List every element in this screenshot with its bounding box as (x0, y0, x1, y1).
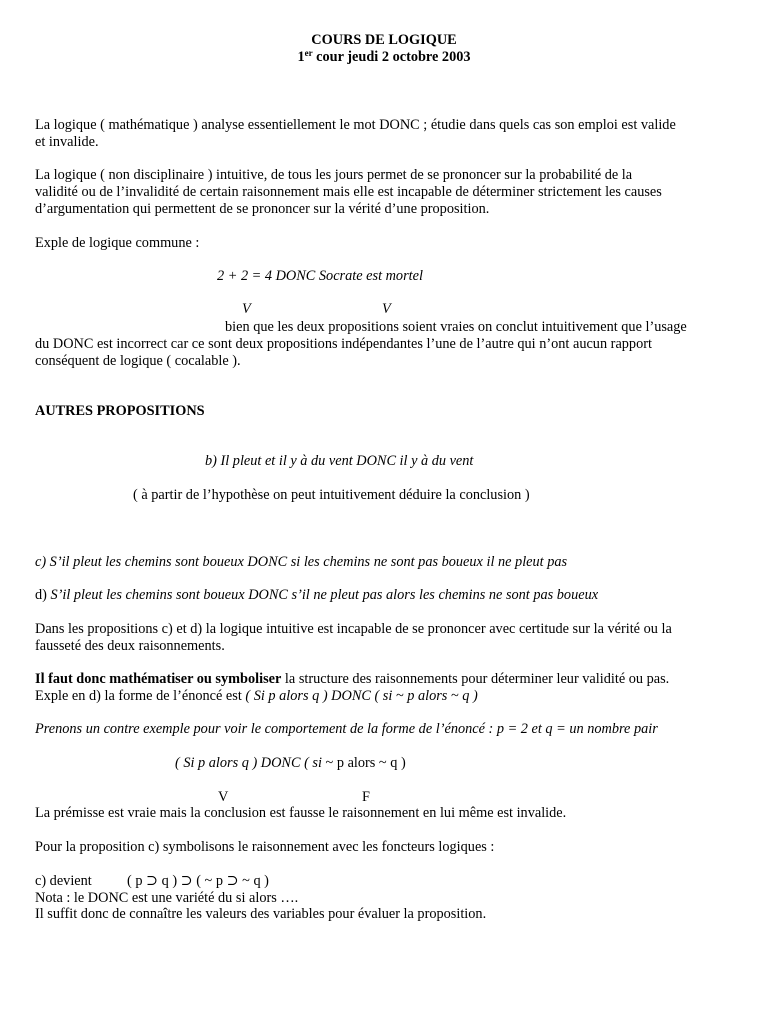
example-explanation-line-1: bien que les deux propositions soient vraies on conclut intuitivement que l’usage (225, 319, 687, 335)
document-title: COURS DE LOGIQUE (311, 32, 457, 48)
intro-paragraph-1-line-1: La logique ( mathématique ) analyse essentiellement le mot DONC ; étudie dans quels cas son emploi est valide (35, 117, 676, 133)
form-example (35, 688, 478, 705)
truth-value-v: V (218, 789, 229, 805)
truth-value-2: V (382, 301, 391, 317)
proposition-c: c) S’il pleut les chemins sont boueux DONC si les chemins ne sont pas boueux il ne pleut pas (35, 554, 568, 570)
counter-formula-italic: ( Si p alors q ) DONC ( si (175, 755, 326, 771)
form-example-formula: ( Si p alors q ) DONC ( si ~ p alors ~ q ) (245, 688, 478, 704)
document-subtitle (0, 49, 768, 66)
intro-paragraph-2-line-2: validité ou de l’invalidité de certain raisonnement mais elle est incapable de déterminer strictement les causes (35, 184, 662, 200)
truth-value-1: V (242, 301, 251, 317)
proposition-d (35, 587, 598, 604)
nota-line: Nota : le DONC est une variété du si alors …. (35, 890, 299, 906)
counter-example: Prenons un contre exemple pour voir le comportement de la forme de l’énoncé : p = 2 et q = un nombre pair (35, 721, 658, 737)
section-heading: AUTRES PROPOSITIONS (35, 403, 205, 419)
symbolize-c-intro: Pour la proposition c) symbolisons le raisonnement avec les foncteurs logiques : (35, 839, 495, 855)
devient-label: c) devient (35, 873, 92, 889)
intro-paragraph-1-line-2: et invalide. (35, 134, 99, 150)
subtitle-date: cour jeudi 2 octobre 2003 (312, 49, 471, 65)
intro-paragraph-2-line-1: La logique ( non disciplinaire ) intuitive, de tous les jours permet de se prononcer sur la probabilité de la (35, 167, 633, 183)
example-explanation-line-2: du DONC est incorrect car ce sont deux propositions indépendantes l’une de l’autre qui n’ont aucun rapport (35, 336, 652, 352)
proposition-d-label: d) (35, 587, 51, 603)
proposition-d-text: S’il pleut les chemins sont boueux DONC s’il ne pleut pas alors les chemins ne sont pas boueux (50, 587, 599, 603)
subtitle-superscript: er (304, 48, 313, 58)
cd-analysis-line-1: Dans les propositions c) et d) la logique intuitive est incapable de se prononcer avec certitude sur la vérité ou la (35, 621, 672, 637)
counter-formula (175, 755, 406, 772)
symbolize-statement (35, 671, 669, 688)
premisse-statement: La prémisse est vraie mais la conclusion est fausse le raisonnement en lui même est invalide. (35, 805, 567, 821)
counter-formula-rest: ~ p alors ~ q ) (325, 755, 406, 771)
proposition-b: b) Il pleut et il y à du vent DONC il y à du vent (205, 453, 474, 469)
intro-paragraph-2-line-3: d’argumentation qui permettent de se prononcer sur la vérité d’une proposition. (35, 201, 490, 217)
cd-analysis-line-2: fausseté des deux raisonnements. (35, 638, 225, 654)
example-intro: Exple de logique commune : (35, 235, 200, 251)
example-formula: 2 + 2 = 4 DONC Socrate est mortel (217, 268, 423, 284)
symbolize-rest: la structure des raisonnements pour déterminer leur validité ou pas. (281, 671, 670, 687)
form-example-prefix: Exple en d) la forme de l’énoncé est (35, 688, 246, 704)
proposition-b-note: ( à partir de l’hypothèse on peut intuitivement déduire la conclusion ) (133, 487, 530, 503)
example-explanation-line-3: conséquent de logique ( cocalable ). (35, 353, 241, 369)
conclusion-line: Il suffit donc de connaître les valeurs des variables pour évaluer la proposition. (35, 906, 487, 922)
subtitle-number: 1 (297, 49, 305, 65)
symbolize-bold: Il faut donc mathématiser ou symboliser (35, 671, 282, 687)
truth-value-f: F (362, 789, 370, 805)
devient-formula: ( p ⊃ q ) ⊃ ( ~ p ⊃ ~ q ) (127, 873, 269, 889)
